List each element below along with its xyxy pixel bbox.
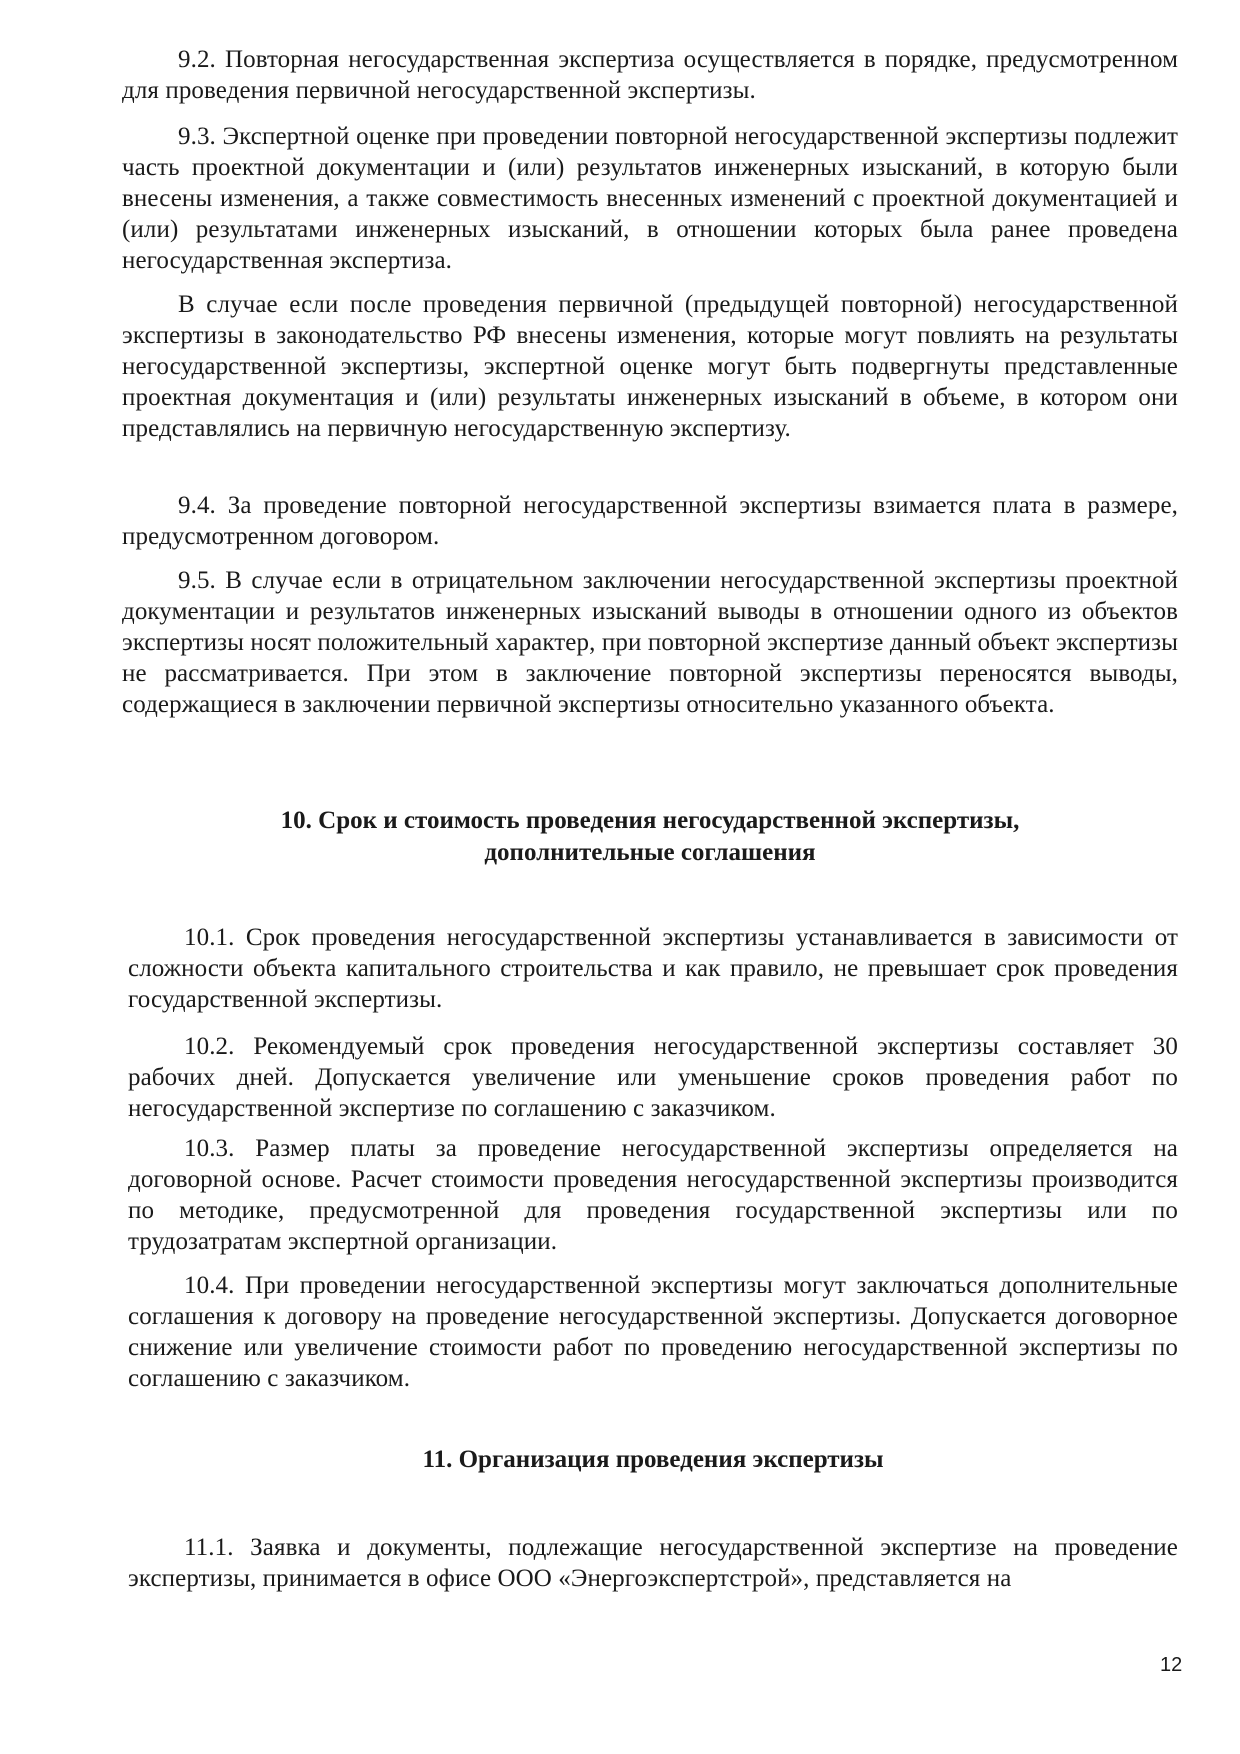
page-number: 12 <box>1160 1654 1183 1676</box>
paragraph-10-1: 10.1. Срок проведения негосударственной экспертизы устанавливается в зависимости от сложности объекта капитального строительства и как правило, не превышает срок проведения государственной экспертизы. <box>128 924 1178 1013</box>
paragraph-11-1: 11.1. Заявка и документы, подлежащие негосударственной экспертизе на проведение экспертизы, принимается в офисе ООО «Энергоэкспертстрой», представляется на <box>128 1534 1178 1592</box>
paragraph-9-3-continuation: В случае если после проведения первичной (предыдущей повторной) негосударственной экспертизы в законодательство РФ внесены изменения, которые могут повлиять на результаты негосударственной экспертизы, экспертной оценке могут быть подвергнуты представленные проектная документация и (или) результаты инженерных изысканий в объеме, в котором они представлялись на первичную негосударственную экспертизу. <box>122 291 1178 442</box>
section-10-heading <box>122 805 1178 869</box>
paragraph-9-2: 9.2. Повторная негосударственная экспертиза осуществляется в порядке, предусмотренном для проведения первичной негосударственной экспертизы. <box>122 46 1178 104</box>
section-10-heading-line-1: 10. Срок и стоимость проведения негосударственной экспертизы, <box>280 807 1020 834</box>
paragraph-9-3: 9.3. Экспертной оценке при проведении повторной негосударственной экспертизы подлежит часть проектной документации и (или) результатов инженерных изысканий, в которую были внесены изменения, а также совместимость внесенных изменений с проектной документацией и (или) результатами инженерных изысканий, в отношении которых была ранее проведена негосударственная экспертиза. <box>122 123 1178 274</box>
paragraph-10-3: 10.3. Размер платы за проведение негосударственной экспертизы определяется на договорной основе. Расчет стоимости проведения негосударственной экспертизы производится по методике, предусмотренной для проведения государственной экспертизы или по трудозатратам экспертной организации. <box>128 1135 1178 1255</box>
paragraph-10-2: 10.2. Рекомендуемый срок проведения негосударственной экспертизы составляет 30 рабочих дней. Допускается увеличение или уменьшение сроков проведения работ по негосударственной экспертизе по соглашению с заказчиком. <box>128 1033 1178 1122</box>
paragraph-9-4: 9.4. За проведение повторной негосударственной экспертизы взимается плата в размере, предусмотренном договором. <box>122 492 1178 550</box>
paragraph-9-5: 9.5. В случае если в отрицательном заключении негосударственной экспертизы проектной документации и результатов инженерных изысканий выводы в отношении одного из объектов экспертизы носят положительный характер, при повторной экспертизе данный объект экспертизы не рассматривается. При этом в заключение повторной экспертизы переносятся выводы, содержащиеся в заключении первичной экспертизы относительно указанного объекта. <box>122 567 1178 718</box>
section-11-heading: 11. Организация проведения экспертизы <box>422 1446 884 1473</box>
section-10-heading-line-2: дополнительные соглашения <box>484 839 816 866</box>
paragraph-10-4: 10.4. При проведении негосударственной экспертизы могут заключаться дополнительные соглашения к договору на проведение негосударственной экспертизы. Допускается договорное снижение или увеличение стоимости работ по проведению негосударственной экспертизы по соглашению с заказчиком. <box>128 1272 1178 1392</box>
